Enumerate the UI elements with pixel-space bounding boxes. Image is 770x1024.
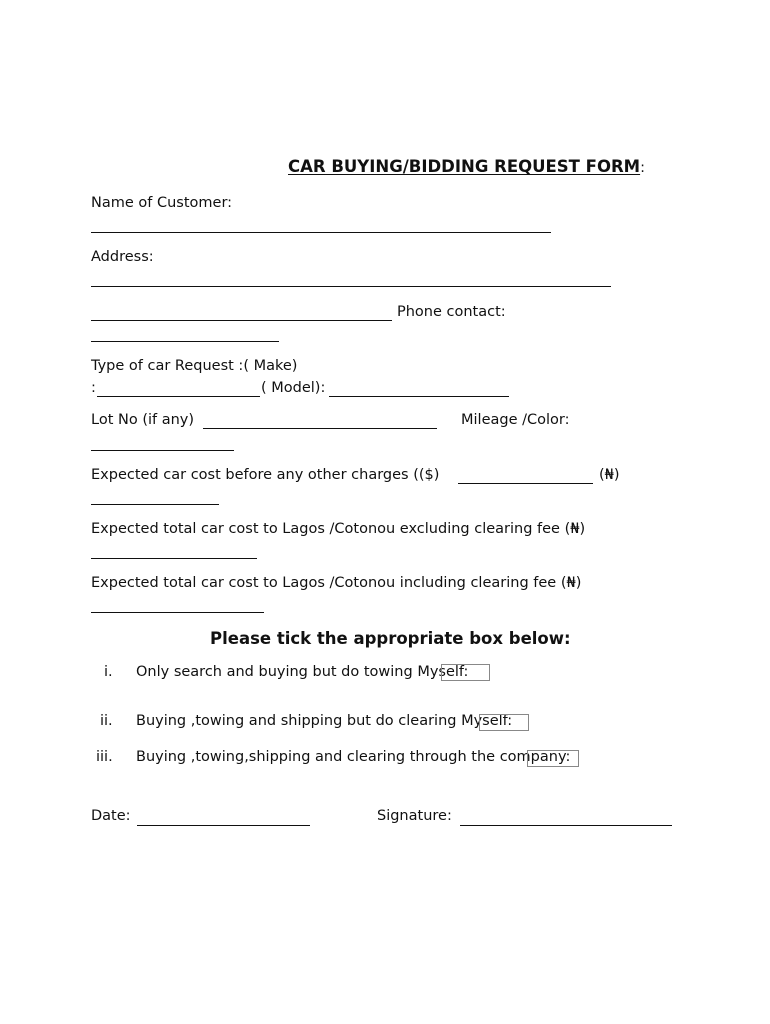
phone-label: Phone contact: <box>397 304 506 320</box>
address-label: Address: <box>91 249 154 265</box>
naira-symbol-label: (₦) <box>599 467 620 483</box>
lot-field-line[interactable] <box>203 428 437 429</box>
name-label: Name of Customer: <box>91 195 233 211</box>
expected-cost-label: Expected car cost before any other charges (($) <box>91 467 440 483</box>
model-field-line[interactable] <box>329 396 509 397</box>
form-title: CAR BUYING/BIDDING REQUEST FORM <box>288 157 641 176</box>
total-excl-label: Expected total car cost to Lagos /Cotonou excluding clearing fee (₦) <box>91 521 586 537</box>
tick-heading: Please tick the appropriate box below: <box>210 629 571 648</box>
expected-cost-naira-line[interactable] <box>91 504 219 505</box>
lot-label: Lot No (if any) <box>91 412 195 428</box>
car-type-label: Type of car Request :( Make) <box>91 358 298 374</box>
option-number: iii. <box>96 749 113 765</box>
option-number: ii. <box>100 713 113 729</box>
option-3-checkbox[interactable] <box>527 750 579 767</box>
option-text: Buying ,towing,shipping and clearing through the company: <box>136 749 571 765</box>
address-field-line-1[interactable] <box>91 286 611 287</box>
option-text: Only search and buying but do towing Myself: <box>136 664 469 680</box>
option-text: Buying ,towing and shipping but do clearing Myself: <box>136 713 513 729</box>
make-prefix: : <box>91 380 96 396</box>
option-1-checkbox[interactable] <box>441 664 490 681</box>
date-field-line[interactable] <box>137 825 310 826</box>
signature-field-line[interactable] <box>460 825 672 826</box>
model-label: ( Model): <box>261 380 326 396</box>
signature-label: Signature: <box>377 808 452 824</box>
option-number: i. <box>104 664 113 680</box>
title-colon: : <box>640 160 645 176</box>
phone-field-line[interactable] <box>91 341 279 342</box>
option-2-checkbox[interactable] <box>479 714 529 731</box>
address-field-line-2[interactable] <box>91 320 392 321</box>
make-field-line[interactable] <box>97 396 260 397</box>
name-field-line[interactable] <box>91 232 551 233</box>
date-label: Date: <box>91 808 131 824</box>
expected-cost-usd-line[interactable] <box>458 483 593 484</box>
mileage-field-line[interactable] <box>91 450 234 451</box>
form-title-row <box>288 158 645 177</box>
total-excl-line[interactable] <box>91 558 257 559</box>
total-incl-line[interactable] <box>91 612 264 613</box>
mileage-label: Mileage /Color: <box>461 412 570 428</box>
total-incl-label: Expected total car cost to Lagos /Cotonou including clearing fee (₦) <box>91 575 582 591</box>
